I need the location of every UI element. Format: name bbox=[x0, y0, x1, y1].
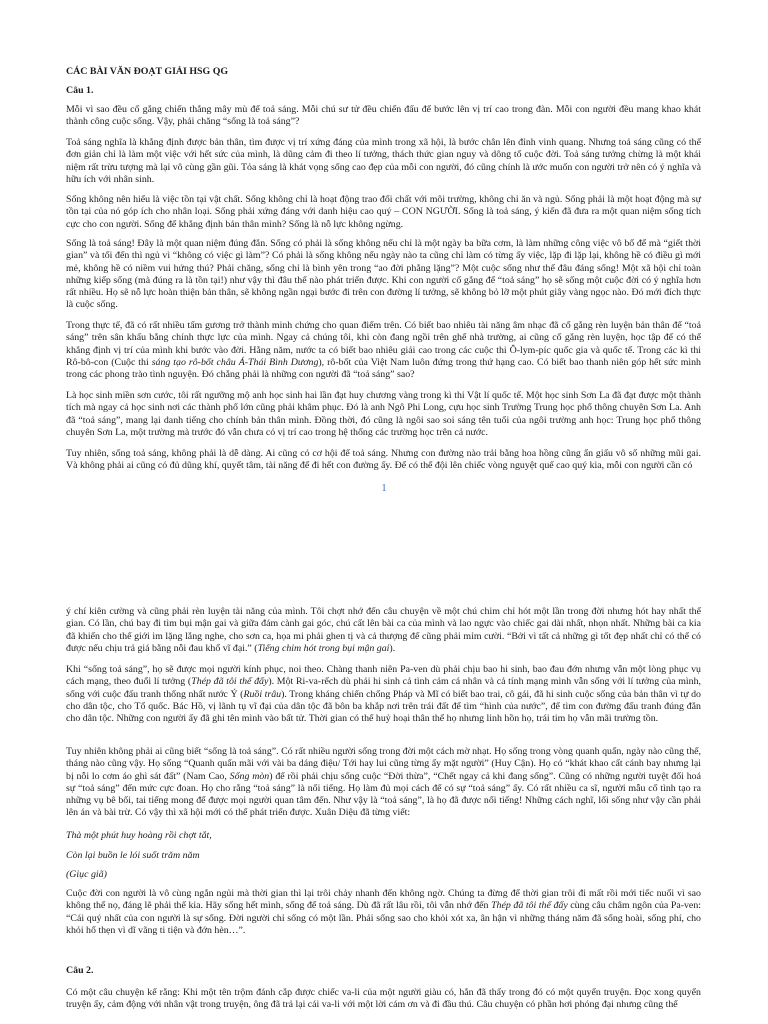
paragraph-text: Toả sáng nghĩa là khẳng định được bản thân, tìm được vị trí xứng đáng của mình trong xã hội, là bước chân lên đỉnh vinh quang. Nhưng toả sáng cũng có thể đơn giản chỉ là làm một việc với hết sức của mình, là dũng cảm đi theo lí tưởng, thách thức gian nguy và dông tố cuộc đời. Toả sáng tưởng chừng là một khái niệm rất trừu tượng mà lại vô cùng gần gũi. Tỏa sáng là khát vọng sống cao đẹp của mỗi con người, đó cũng chính là ước muốn con người trở nên có ý nghĩa và hữu ích với nhân sinh. bbox=[66, 137, 701, 185]
document-title: CÁC BÀI VĂN ĐOẠT GIẢI HSG QG bbox=[66, 66, 229, 77]
paragraph bbox=[66, 137, 701, 186]
paragraph-text: Cuộc đời con người là vô cùng ngắn ngủi mà thời gian thì lại trôi chảy nhanh đến không ngờ. Chúng ta đừng để thời gian trôi đi mất rồi mới tiếc nuối vì sao không thể nọ, đáng lẽ phải thế kia. Hãy sống hết mình, sống để toả sáng. Dù đã rất lâu rồi, tôi vẫn nhớ đến bbox=[66, 888, 701, 912]
paragraph-text: Có một câu chuyện kể rằng: Khi một tên trộm đánh cắp được chiếc va-li của một người giàu có, hắn đã thấy trong đó có một quyển truyện. Đọc xong quyển truyện ấy, cảm động với nhân vật trong truyện, ông đã trả lại cái va-li với một lời cám ơn và đi đầu thú. Câu chuyện có phần hơi phóng đại nhưng cũng thể bbox=[66, 987, 701, 1011]
paragraph-text: ý chí kiên cường và cũng phải rèn luyện tài năng của mình. Tôi chợt nhớ đến câu chuyện về một chú chim chỉ hót một lần trong đời nhưng hót hay nhất thế gian. Có lần, chú bay đi tìm bụi mận gai và giữa đám cành gai góc, chú cất lên bài ca của mình và lao ngực vào chiếc gai dài nhất, nhọn nhất. Những bài ca kia đã khiến cho thế giới im lặng lắng nghe, cho sơn ca, họa mi phải ghen tị và cả thượng đế cũng phải mỉm cười. “Bởi vì tất cả những gì tốt đẹp nhất chỉ có thể có được nếu chịu trả giá bằng nỗi đau khổ vĩ đại.” ( bbox=[66, 606, 701, 654]
poem-source: (Giục giã) bbox=[66, 869, 107, 880]
question-heading: Câu 1. bbox=[66, 85, 94, 96]
paragraph-text: Sống không nên hiểu là việc tồn tại vật chất. Sống không chỉ là hoạt động trao đổi chất với môi trường, không chỉ ăn và ngủ. Sống phải là một hoạt động mà sự tồn tại của nó góp ích cho nhân loại. Sống phải xứng đáng với danh hiệu cao quý – CON NGƯỜI. Sống là toả sáng, ý kiến đã đưa ra một quan niệm sống tích cực cho con người. Sống để khẳng định bản thân mình? Sống là nỗ lực không ngừng. bbox=[66, 194, 701, 230]
paragraph bbox=[66, 390, 701, 439]
paragraph-text: ). Một Ri-va-rếch dù phải hi sinh cả tình cảm cá nhân và cả tính mạng mình vẫn sống với lí tưởng của mình, sống với cuộc đấu tranh thống nhất nước Ý ( bbox=[66, 676, 701, 700]
paragraph-text: Sống là toả sáng! Đây là một quan niệm đúng đắn. Sống có phải là sống không nếu chỉ là một ngày ba bữa cơm, là làm những công việc vô bổ để mà “giết thời gian” và tối đến thì ngủ vì “không có việc gì làm”? Có phải là sống không nếu ngày nào ta cũng chỉ làm có từng ấy việc, lặp đi lặp lại, không hề có điều gì mới mẻ, không hề có niềm vui hứng thú? Phải chăng, sống chỉ là bình yên trong “ao đời phẳng lặng”? Một cuộc sống như thế đâu đáng sống! Một xã hội chỉ toàn những kiếp sống (mà đúng ra là tồn tại!) như vậy thì đâu thể nào phát triển được. Khi con người cố gắng để “toả sáng” họ sẽ sống một cuộc đời có ý nghĩa hơn rất nhiều. Họ sẽ nỗ lực hoàn thiện bản thân, sẽ không ngần ngại bước đi trên con đường lí tưởng, sẽ không bỏ lỡ một phút giây vàng ngọc nào. Đó mới đích thực là cuộc sống. bbox=[66, 238, 701, 311]
italic-text: Ruồi trâu bbox=[243, 688, 282, 700]
poem-line: Còn lại buồn le lói suốt trăm năm bbox=[66, 850, 200, 861]
paragraph-text: Tuy nhiên không phải ai cũng biết “sống là toả sáng”. Có rất nhiều người sống trong đời một cách mờ nhạt. Họ sống trong vòng quanh quẩn, ngày nào cũng thế, tháng nào cũng vậy. Họ sống “Quanh quẩn mãi với vài ba dáng điệu/ Tới hay lui cũng từng ấy mặt người” (Huy Cận). Họ có “khát khao cất cánh bay nhưng lại bị nỗi lo cơm áo ghì sát đất” (Nam Cao, bbox=[66, 746, 701, 782]
paragraph-text: Trong thực tế, đã có rất nhiều tấm gương trở thành minh chứng cho quan điểm trên. Có biết bao nhiêu tài năng âm nhạc đã cố gắng rèn luyện bản thân để “toả sáng” trên sân khấu bằng chính thực lực của mình. Ngay cả chúng tôi, khi còn đang ngồi trên ghế nhà trường, ai cũng cố gắng rèn luyện, học tập để có thể khẳng định vị trí của mình khi bước vào đời. Hằng năm, nước ta có biết bao nhiêu giải cao trong các cuộc thi Ô-lym-píc quốc gia và quốc tế. Trong các kì thi Rô-bô-con (Cuộc thi bbox=[66, 320, 701, 368]
italic-text: Tiếng chim hót trong bụi mận gai bbox=[257, 642, 390, 654]
question-heading: Câu 2. bbox=[66, 965, 94, 976]
paragraph bbox=[66, 448, 701, 473]
paragraph bbox=[66, 888, 701, 937]
paragraph-text: Mỗi vì sao đều cố gắng chiến thắng mây mù để toả sáng. Mỗi chú sư tử đều chiến đấu để bước lên vị trí cao trong đàn. Mỗi con người đều mang khao khát thành công cuộc sống. Vậy, phải chăng “sống là toả sáng”? bbox=[66, 104, 701, 128]
paragraph-text: ). Trong kháng chiến chống Pháp và Mĩ có biết bao trai, cô gái, đã hi sinh cuộc sống của bản thân vì tự do cho dân tộc, cho Tổ quốc. Bác Hồ, vị lãnh tụ vĩ đại của dân tộc đã bôn ba khắp nơi trên trái đất để tìm “hình của nước”, để tìm con đường đấu tranh đúng đắn cho dân tộc. Những con người ấy đã ghi tên mình vào bất tử. Thời gian có thể huỷ hoại thân thể họ nhưng linh hồn họ, trái tim họ vẫn mãi trường tồn. bbox=[66, 688, 701, 725]
poem-line: Thà một phút huy hoàng rồi chợt tắt, bbox=[66, 830, 212, 841]
paragraph-text: Tuy nhiên, sống toả sáng, không phải là dễ dàng. Ai cũng có cơ hội để toả sáng. Nhưng con đường nào trải bằng hoa hồng cũng ẩn giấu vô số những mũi gai. Và không phải ai cũng có đủ dũng khí, quyết tâm, tài năng để đi hết con đường ấy. Để có thể đội lên chiếc vòng nguyệt quế cao quý kia, mỗi con người cần có bbox=[66, 448, 701, 472]
paragraph-text: ). bbox=[389, 642, 396, 654]
italic-text: Thép đã tôi thế đấy bbox=[491, 900, 568, 912]
page-number: 1 bbox=[381, 482, 387, 494]
paragraph-text: Khi “sống toả sáng”, họ sẽ được mọi người kính phục, noi theo. Chàng thanh niên Pa-ven dù phải chịu bao hi sinh, bao đau đớn nhưng vẫn một lòng phục vụ cách mạng, theo đuổi lí tưởng ( bbox=[66, 664, 701, 688]
paragraph bbox=[66, 606, 701, 655]
paragraph bbox=[66, 746, 701, 820]
paragraph bbox=[66, 664, 701, 725]
italic-text: Thép đã tôi thế đấy bbox=[191, 676, 269, 688]
italic-text: Sống mòn bbox=[229, 770, 270, 782]
paragraph-text: ), rô-bốt của Việt Nam luôn đứng trong thứ hạng cao. Có biết bao thanh niên góp hết sức mình trong các phong trào tình nguyện. Đó chẳng phải là những con người đã “toả sáng” sao? bbox=[66, 356, 701, 381]
paragraph-text: Là học sinh miền sơn cước, tôi rất ngưỡng mộ anh học sinh hai lần đạt huy chương vàng trong kì thi Vật lí quốc tế. Một học sinh Sơn La đã đạt được một thành tích mà ngay cả học sinh nơi các thành phố lớn cũng phải khâm phục. Đó là anh Ngô Phi Long, cựu học sinh Trường Trung học phổ thông chuyên Sơn La. Anh đã “toả sáng”, mang lại danh tiếng cho chính bản thân mình. Đồng thời, đó cũng là ngôi sao soi sáng tên tuổi của ngôi trường anh học: Trung học phổ thông chuyên Sơn La, một trường mà trước đó vẫn chưa có vị trí cao trong hệ thống các trường học trên cả nước. bbox=[66, 390, 701, 438]
paragraph-text: ) để rồi phải chịu sống cuộc “Đời thừa”, “Chết ngay cả khi đang sống”. Cũng có những người tuyệt đối hoá sự “toả sáng” đến mức cực đoan. Họ cho rằng “toả sáng” là nổi tiếng. Họ làm đủ mọi cách để có sự “toả sáng” ấy. Có rất nhiều ca sĩ, người mẫu cố tình tạo ra những vụ bê bối, tai tiếng mong để được mọi người quan tâm đến. Như vậy là “toả sáng”, là họ đã được nổi tiếng! Những cách nghĩ, lối sống như vậy cần phải lên án và bài trừ. Có vậy thì xã hội mới có thể phát triển được. Xuân Diệu đã từng viết: bbox=[66, 770, 701, 819]
paragraph bbox=[66, 320, 701, 381]
paragraph bbox=[66, 104, 701, 129]
italic-text: sáng tạo rô-bốt châu Á-Thái Bình Dương bbox=[151, 356, 319, 368]
paragraph-text: cùng câu châm ngôn của Pa-ven: “Cái quý nhất của con người là sự sống. Đời người chỉ sống có một lần. Phải sống sao cho khỏi xót xa, ân hận vì những tháng năm đã sống hoài, sống phí, cho khỏi hổ thẹn vì dĩ vãng ti tiện và đớn hèn…”. bbox=[66, 900, 701, 936]
paragraph bbox=[66, 987, 701, 1012]
paragraph bbox=[66, 238, 701, 312]
paragraph bbox=[66, 194, 701, 231]
